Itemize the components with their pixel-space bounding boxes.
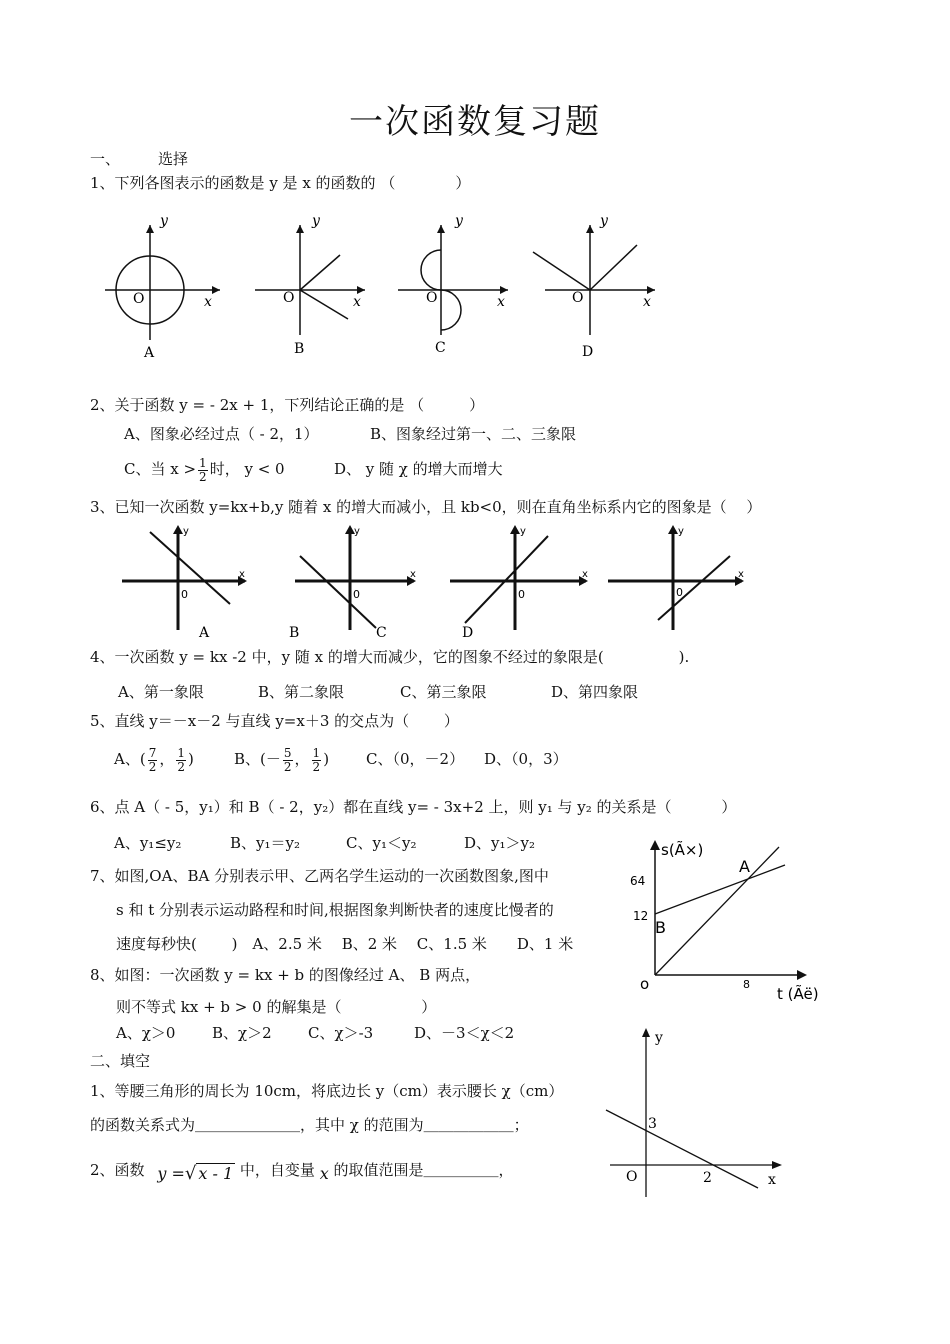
q2-stem: 2、关于函数 y = - 2x + 1，下列结论正确的是 （ ） bbox=[90, 396, 485, 414]
q8-option-c: C、χ＞-3 bbox=[308, 1024, 374, 1042]
q5-b-n2: 1 bbox=[312, 745, 321, 760]
q1-c-origin: O bbox=[426, 290, 438, 306]
q2-option-a: A、图象必经过点（ - 2，1） bbox=[124, 425, 319, 443]
q2-option-c-post: 时， y < 0 bbox=[209, 460, 285, 478]
q8-graph bbox=[600, 1025, 800, 1205]
q5-option-c: C、（0，－2） bbox=[366, 750, 465, 768]
q3-graph-c bbox=[450, 525, 588, 641]
q4-option-b: B、第二象限 bbox=[258, 683, 345, 701]
q5-option-b bbox=[234, 741, 329, 777]
q1-graphs bbox=[0, 205, 950, 365]
q1-b-y-label: y bbox=[312, 213, 320, 229]
section1-number: 一、 bbox=[90, 150, 121, 168]
q1-b-label: B bbox=[294, 341, 305, 357]
q5-b-d1: 2 bbox=[283, 759, 292, 774]
q3-a-origin: 0 bbox=[181, 588, 188, 601]
q5-a-pre: A、( bbox=[114, 750, 146, 768]
q1-graph-c bbox=[398, 213, 508, 356]
q4-option-a: A、第一象限 bbox=[118, 683, 204, 701]
q3-b-label: B bbox=[289, 625, 300, 641]
q7-point-b: B bbox=[655, 918, 666, 937]
q8-origin: O bbox=[626, 1169, 638, 1185]
f2-pre: 2、函数 bbox=[90, 1161, 145, 1179]
q7-y12: 12 bbox=[633, 909, 649, 923]
q3-d-x: x bbox=[738, 569, 744, 580]
q5-a-d2: 2 bbox=[177, 759, 185, 774]
q5-b-frac1 bbox=[283, 747, 293, 774]
q7-line1: 7、如图,OA、BA 分别表示甲、乙两名学生运动的一次函数图象,图中 bbox=[90, 867, 549, 885]
q1-d-origin: O bbox=[572, 290, 584, 306]
q5-a-sep: ， bbox=[159, 750, 175, 768]
q1-d-y-label: y bbox=[600, 213, 608, 229]
q2-option-b: B、图象经过第一、二、三象限 bbox=[370, 425, 577, 443]
q8-y3: 3 bbox=[648, 1116, 657, 1132]
q5-b-pre: B、(－ bbox=[234, 750, 281, 768]
q8-option-d: D、－3＜χ＜2 bbox=[414, 1024, 515, 1042]
q8-ylabel: y bbox=[655, 1030, 663, 1046]
q3-graph-d bbox=[608, 525, 744, 630]
q2-frac-den: 2 bbox=[199, 469, 207, 484]
q3-graph-a bbox=[122, 525, 247, 641]
q6-option-b: B、y₁＝y₂ bbox=[230, 834, 300, 852]
f2-line bbox=[90, 1155, 514, 1185]
q7-xlabel: t (Ãë) bbox=[777, 985, 819, 1003]
q1-graph-a bbox=[105, 213, 220, 361]
q3-b-x: x bbox=[410, 569, 416, 580]
q3-a-label: A bbox=[199, 625, 210, 641]
q5-a-n1: 7 bbox=[148, 745, 157, 760]
q3-c-label: C bbox=[376, 625, 387, 641]
q7-line2: s 和 t 分别表示运动路程和时间,根据图象判断快者的速度比慢者的 bbox=[116, 901, 554, 919]
page-title: 一次函数复习题 bbox=[349, 102, 601, 142]
q5-a-frac2 bbox=[176, 747, 186, 774]
q1-a-x-label: x bbox=[204, 294, 212, 310]
q1-c-label: C bbox=[435, 340, 446, 356]
q5-b-n1: 5 bbox=[283, 745, 292, 760]
f1-line1: 1、等腰三角形的周长为 10cm，将底边长 y（cm）表示腰长 χ（cm） bbox=[90, 1082, 564, 1100]
f2-formula bbox=[157, 1159, 235, 1189]
q2-frac-num: 1 bbox=[199, 455, 207, 470]
q3-d-y: y bbox=[678, 526, 684, 537]
f2-tail: 的取值范围是＿＿＿＿＿， bbox=[333, 1161, 514, 1179]
q7-graph bbox=[625, 835, 855, 1010]
q7-x8: 8 bbox=[743, 978, 750, 991]
q6-option-a: A、y₁≤y₂ bbox=[114, 834, 182, 852]
q3-a-x: x bbox=[239, 569, 245, 580]
q3-c-origin: 0 bbox=[518, 588, 525, 601]
q3-graphs bbox=[0, 520, 950, 640]
f2-post: 中，自变量 bbox=[239, 1161, 315, 1179]
q6-option-c: C、y₁＜y₂ bbox=[346, 834, 417, 852]
q1-c-y-label: y bbox=[455, 213, 463, 229]
q1-b-origin: O bbox=[283, 290, 295, 306]
q5-b-d2: 2 bbox=[312, 759, 321, 774]
q5-a-frac1 bbox=[148, 747, 158, 774]
q5-b-sep: ， bbox=[294, 750, 310, 768]
q2-option-d: D、 y 随 χ 的增大而增大 bbox=[334, 460, 503, 478]
q8-option-a: A、χ＞0 bbox=[116, 1024, 176, 1042]
q5-b-post: ) bbox=[323, 750, 330, 768]
q5-b-frac2 bbox=[312, 747, 322, 774]
q3-d-origin: 0 bbox=[676, 586, 683, 599]
q8-line1: 8、如图：一次函数 y = kx + b 的图像经过 A、 B 两点， bbox=[90, 966, 481, 984]
q2-fraction bbox=[198, 457, 208, 484]
q5-stem: 5、直线 y＝－x－2 与直线 y=x＋3 的交点为（ ） bbox=[90, 712, 459, 730]
q7-point-a: A bbox=[739, 857, 750, 876]
q7-ylabel: s(Ã×) bbox=[661, 841, 704, 859]
q3-graph-b bbox=[289, 525, 416, 641]
section2-label: 二、填空 bbox=[90, 1052, 151, 1070]
q4-stem: 4、一次函数 y = kx -2 中，y 随 x 的增大而减少，它的图象不经过的象限是( ). bbox=[90, 648, 690, 666]
q8-option-b: B、χ＞2 bbox=[212, 1024, 272, 1042]
q3-stem: 3、已知一次函数 y=kx+b,y 随着 x 的增大而减小，且 kb<0，则在直角坐标系内它的图象是（ ） bbox=[90, 498, 762, 516]
q4-option-d: D、第四象限 bbox=[551, 683, 639, 701]
f2-radical-icon: √ bbox=[184, 1163, 197, 1184]
q7-line3: 速度每秒快( ) A、2.5 米 B、2 米 C、1.5 米 D、1 米 bbox=[116, 935, 574, 953]
q1-graph-b bbox=[255, 213, 365, 357]
q3-c-y: y bbox=[520, 526, 526, 537]
q1-a-label: A bbox=[144, 345, 155, 361]
q5-a-n2: 1 bbox=[177, 745, 185, 760]
q8-line2: 则不等式 kx + b > 0 的解集是（ ） bbox=[116, 998, 437, 1016]
q5-option-a bbox=[114, 741, 194, 777]
q1-stem: 1、下列各图表示的函数是 y 是 x 的函数的 （ ） bbox=[90, 174, 471, 192]
q5-a-d1: 2 bbox=[148, 759, 157, 774]
q2-option-c bbox=[124, 452, 285, 486]
q1-c-x-label: x bbox=[497, 294, 505, 310]
q7-origin: o bbox=[640, 975, 650, 993]
q7-y64: 64 bbox=[630, 874, 646, 888]
q1-a-y-label: y bbox=[160, 213, 168, 229]
q8-x2: 2 bbox=[703, 1170, 712, 1186]
q5-option-d: D、（0，3） bbox=[484, 750, 568, 768]
q8-xlabel: x bbox=[768, 1172, 776, 1188]
q3-b-origin: 0 bbox=[353, 588, 360, 601]
q6-stem: 6、点 A（ - 5，y₁）和 B（ - 2，y₂）都在直线 y= - 3x+2 上，则 y₁ 与 y₂ 的关系是（ ） bbox=[90, 798, 737, 816]
q4-option-c: C、第三象限 bbox=[400, 683, 487, 701]
q3-d-label: D bbox=[462, 625, 474, 641]
f2-var: x bbox=[319, 1164, 329, 1183]
f2-radicand: x - 1 bbox=[198, 1164, 234, 1183]
f2-formula-lhs: y = bbox=[157, 1164, 185, 1183]
q1-a-origin: O bbox=[133, 291, 145, 307]
f1-line2: 的函数关系式为＿＿＿＿＿＿＿，其中 χ 的范围为＿＿＿＿＿＿； bbox=[90, 1116, 529, 1134]
q3-b-y: y bbox=[354, 526, 360, 537]
q1-graph-d bbox=[533, 213, 655, 360]
q3-c-x: x bbox=[582, 569, 588, 580]
q5-a-post: ) bbox=[187, 750, 194, 768]
q1-d-label: D bbox=[582, 344, 594, 360]
q2-option-c-pre: C、当 x > bbox=[124, 460, 197, 478]
q6-option-d: D、y₁＞y₂ bbox=[464, 834, 536, 852]
q3-a-y: y bbox=[183, 526, 189, 537]
q1-b-x-label: x bbox=[353, 294, 361, 310]
q1-d-x-label: x bbox=[643, 294, 651, 310]
section1-label: 选择 bbox=[158, 150, 189, 168]
